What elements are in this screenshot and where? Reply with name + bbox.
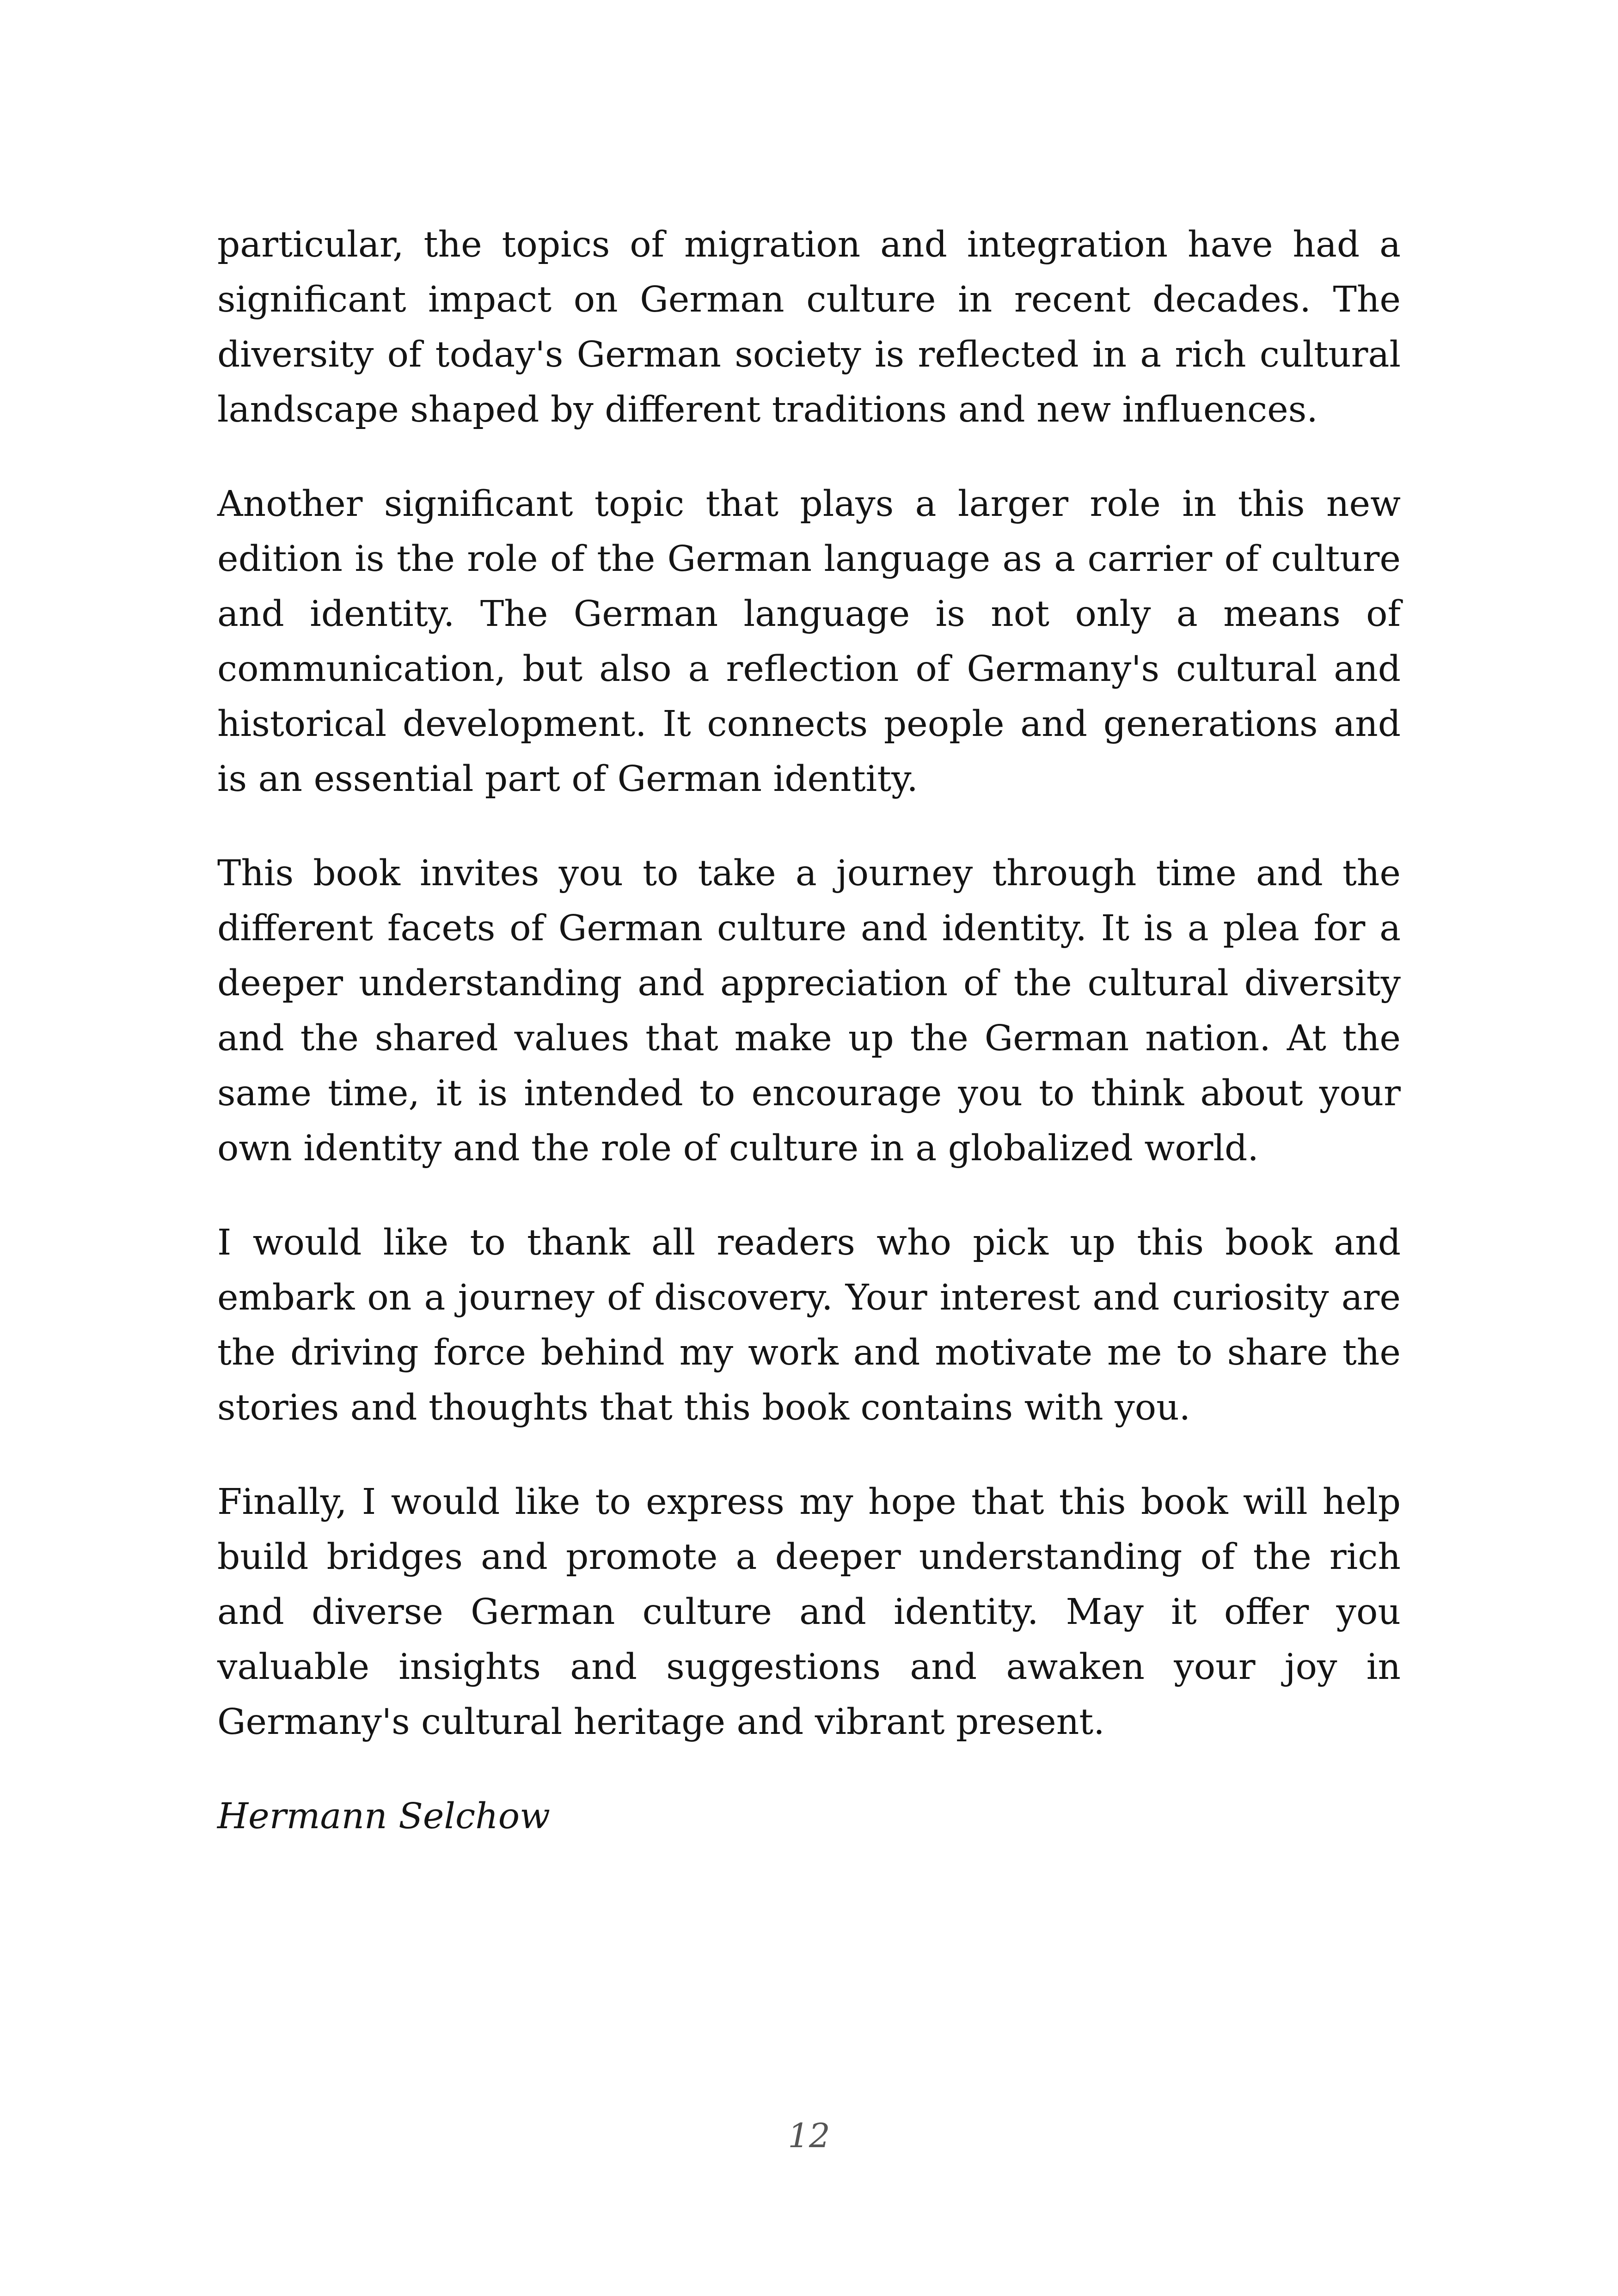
author-signature: Hermann Selchow xyxy=(217,1796,551,1837)
page-number: 12 xyxy=(788,2116,830,2155)
paragraph-5: Finally, I would like to express my hope that this book will help build bridges and promote a deeper understanding of the rich and diverse German culture and identity. May it offer you valuable insights and suggestions and awaken your joy in Germany's cultural heritage and vibrant present. xyxy=(217,1482,1401,1743)
paragraph-4: I would like to thank all readers who pick up this book and embark on a journey of discovery. Your interest and curiosity are the driving force behind my work and motivate me to share the stories and thoughts that this book contains with you. xyxy=(217,1222,1401,1428)
paragraph-2: Another significant topic that plays a larger role in this new edition is the role of the German language as a carrier of culture and identity. The German language is not only a means of communication, but also a reflection of Germany's cultural and historical development. It connects people and generations and is an essential part of German identity. xyxy=(217,484,1401,800)
paragraph-3: This book invites you to take a journey through time and the different facets of German culture and identity. It is a plea for a deeper understanding and appreciation of the cultural diversity and the shared values that make up the German nation. At the same time, it is intended to encourage you to think about your own identity and the role of culture in a globalized world. xyxy=(217,853,1401,1169)
paragraph-1: particular, the topics of migration and integration have had a significant impact on German culture in recent decades. The diversity of today's German society is reflected in a rich cultural landscape shaped by different traditions and new influences. xyxy=(217,224,1401,430)
body-text xyxy=(217,217,1401,1844)
